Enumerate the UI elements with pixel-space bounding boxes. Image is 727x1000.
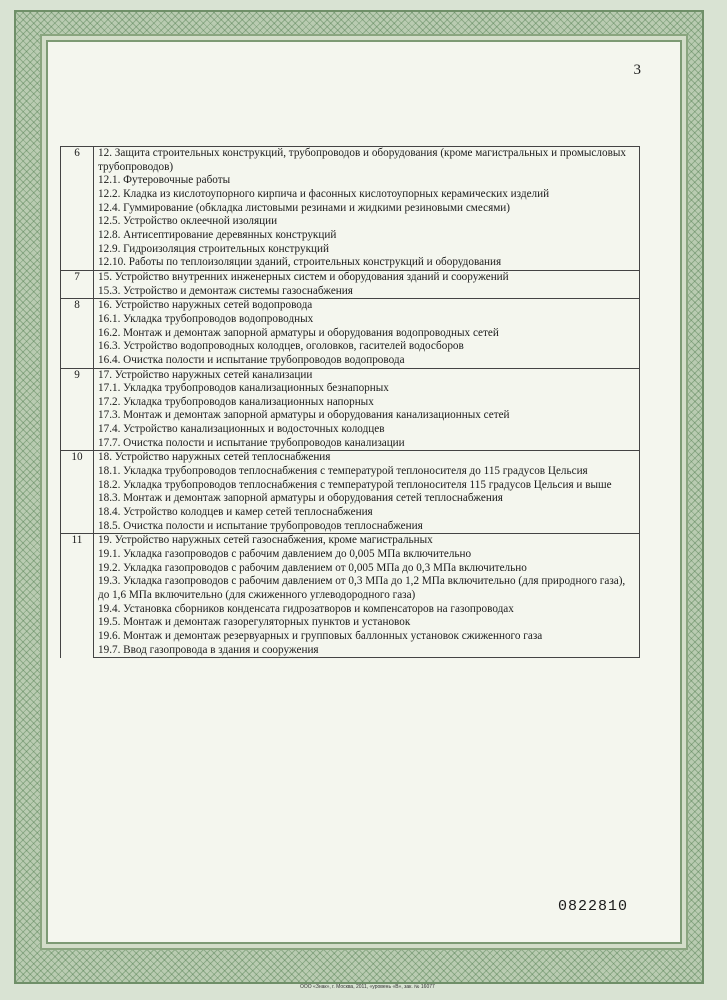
group-heading: 16. Устройство наружных сетей водопровода <box>94 299 640 313</box>
work-item: 18.2. Укладка трубопроводов теплоснабжения с температурой теплоносителя 115 градусов Цельсия и выше <box>94 479 640 493</box>
work-item: 12.9. Гидроизоляция строительных конструкций <box>94 243 640 257</box>
table-row <box>61 368 640 382</box>
table-row <box>61 256 640 270</box>
work-item: 19.5. Монтаж и демонтаж газорегуляторных пунктов и установок <box>94 616 640 630</box>
group-number: 8 <box>61 299 94 368</box>
work-item: 16.2. Монтаж и демонтаж запорной арматуры и оборудования водопроводных сетей <box>94 327 640 341</box>
work-item: 17.2. Укладка трубопроводов канализационных напорных <box>94 396 640 410</box>
work-item: 18.5. Очистка полости и испытание трубопроводов теплоснабжения <box>94 520 640 534</box>
work-item: 12.1. Футеровочные работы <box>94 174 640 188</box>
group-heading: 15. Устройство внутренних инженерных систем и оборудования зданий и сооружений <box>94 270 640 284</box>
table-row <box>61 188 640 202</box>
work-item: 19.4. Установка сборников конденсата гидрозатворов и компенсаторов на газопроводах <box>94 603 640 617</box>
group-number: 6 <box>61 147 94 271</box>
table-row <box>61 437 640 451</box>
table-row <box>61 229 640 243</box>
work-item: 16.3. Устройство водопроводных колодцев, оголовков, гасителей водосборов <box>94 340 640 354</box>
work-item: 12.4. Гуммирование (обкладка листовыми резинами и жидкими резиновыми смесями) <box>94 202 640 216</box>
table-row <box>61 340 640 354</box>
work-item: 18.4. Устройство колодцев и камер сетей теплоснабжения <box>94 506 640 520</box>
group-heading: 17. Устройство наружных сетей канализации <box>94 368 640 382</box>
table-row <box>61 174 640 188</box>
table-row <box>61 327 640 341</box>
work-item: 16.4. Очистка полости и испытание трубопроводов водопровода <box>94 354 640 368</box>
table-row <box>61 479 640 493</box>
table-row <box>61 603 640 617</box>
work-item: 12.10. Работы по теплоизоляции зданий, строительных конструкций и оборудования <box>94 256 640 270</box>
page-number: 3 <box>633 62 641 78</box>
table-row <box>61 534 640 548</box>
table-row <box>61 354 640 368</box>
table-row <box>61 147 640 175</box>
group-heading: 18. Устройство наружных сетей теплоснабжения <box>94 451 640 465</box>
table-row <box>61 520 640 534</box>
printer-imprint: ООО «Знак», г. Москва, 2011, «уровень «В», зак. № 16077 <box>300 984 435 990</box>
work-item: 12.8. Антисептирование деревянных конструкций <box>94 229 640 243</box>
table-row <box>61 299 640 313</box>
table-row <box>61 630 640 644</box>
work-item: 18.1. Укладка трубопроводов теплоснабжения с температурой теплоносителя до 115 градусов Цельсия <box>94 465 640 479</box>
table-row <box>61 616 640 630</box>
work-item: 17.4. Устройство канализационных и водосточных колодцев <box>94 423 640 437</box>
table-row <box>61 506 640 520</box>
table-row <box>61 215 640 229</box>
group-number: 10 <box>61 451 94 534</box>
work-item: 19.3. Укладка газопроводов с рабочим давлением от 0,3 МПа до 1,2 МПа включительно (для природного газа), до 1,6 МПа включительно (для сжиженного углеводородного газа) <box>94 575 640 602</box>
work-item: 17.1. Укладка трубопроводов канализационных безнапорных <box>94 382 640 396</box>
group-heading: 12. Защита строительных конструкций, трубопроводов и оборудования (кроме магистральных и промысловых трубопроводов) <box>94 147 640 175</box>
table-row <box>61 243 640 257</box>
form-serial-number: 0822810 <box>558 898 629 915</box>
work-item: 19.2. Укладка газопроводов с рабочим давлением от 0,005 МПа до 0,3 МПа включительно <box>94 562 640 576</box>
work-item: 19.7. Ввод газопровода в здания и сооружения <box>94 644 640 658</box>
group-number: 9 <box>61 368 94 451</box>
group-number: 7 <box>61 270 94 298</box>
table-row <box>61 548 640 562</box>
table-row <box>61 644 640 658</box>
table-row <box>61 202 640 216</box>
work-item: 17.3. Монтаж и демонтаж запорной арматуры и оборудования канализационных сетей <box>94 409 640 423</box>
table-row <box>61 465 640 479</box>
table-row <box>61 562 640 576</box>
work-item: 17.7. Очистка полости и испытание трубопроводов канализации <box>94 437 640 451</box>
table-row <box>61 451 640 465</box>
table-row <box>61 423 640 437</box>
group-heading: 19. Устройство наружных сетей газоснабжения, кроме магистральных <box>94 534 640 548</box>
table-row <box>61 285 640 299</box>
works-table <box>60 146 640 658</box>
work-item: 19.6. Монтаж и демонтаж резервуарных и групповых баллонных установок сжиженного газа <box>94 630 640 644</box>
work-item: 12.5. Устройство оклеечной изоляции <box>94 215 640 229</box>
table-row <box>61 270 640 284</box>
work-item: 16.1. Укладка трубопроводов водопроводных <box>94 313 640 327</box>
table-row <box>61 492 640 506</box>
table-row <box>61 575 640 602</box>
work-item: 15.3. Устройство и демонтаж системы газоснабжения <box>94 285 640 299</box>
table-row <box>61 396 640 410</box>
work-item: 18.3. Монтаж и демонтаж запорной арматуры и оборудования сетей теплоснабжения <box>94 492 640 506</box>
work-item: 19.1. Укладка газопроводов с рабочим давлением до 0,005 МПа включительно <box>94 548 640 562</box>
table-row <box>61 313 640 327</box>
table-row <box>61 382 640 396</box>
table-row <box>61 409 640 423</box>
work-item: 12.2. Кладка из кислотоупорного кирпича и фасонных кислотоупорных керамических изделий <box>94 188 640 202</box>
group-number: 11 <box>61 534 94 658</box>
